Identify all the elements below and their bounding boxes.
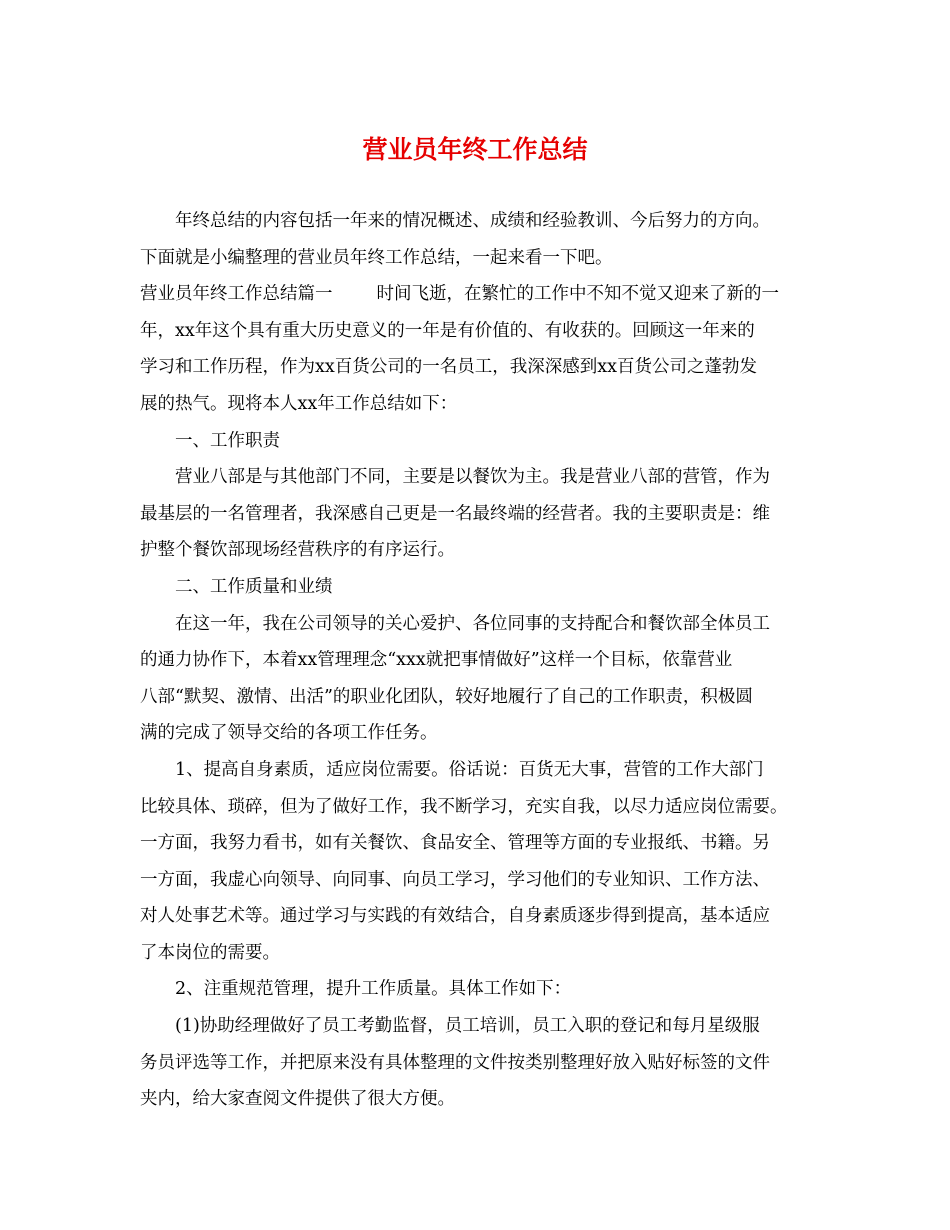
paragraph-line: 在这一年，我在公司领导的关心爱护、各位同事的支持配合和餐饮部全体员工 — [175, 613, 770, 634]
paragraph-line: 最基层的一名管理者，我深感自己更是一名最终端的经营者。我的主要职责是：维 — [140, 503, 770, 524]
paragraph-line: 时间飞逝，在繁忙的工作中不知不觉又迎来了新的一 — [376, 284, 779, 305]
paragraph-line: 学习和工作历程，作为xx百货公司的一名员工，我深深感到xx百货公司之蓬勃发 — [140, 357, 757, 378]
paragraph-line: 展的热气。现将本人xx年工作总结如下： — [140, 393, 458, 414]
subheading: 一、工作职责 — [175, 430, 280, 451]
paragraph-line: (1)协助经理做好了员工考勤监督，员工培训，员工入职的登记和每月星级服 — [175, 1016, 760, 1037]
paragraph-line: 年终总结的内容包括一年来的情况概述、成绩和经验教训、今后努力的方向。 — [175, 211, 770, 231]
paragraph-line: 营业八部是与其他部门不同，主要是以餐饮为主。我是营业八部的营管，作为 — [175, 467, 770, 488]
paragraph-line: 护整个餐饮部现场经营秩序的有序运行。 — [140, 540, 455, 561]
paragraph-line: 务员评选等工作，并把原来没有具体整理的文件按类别整理好放入贴好标签的文件 — [140, 1052, 770, 1073]
document-title: 营业员年终工作总结 — [362, 135, 588, 164]
paragraph-line: 的通力协作下，本着xx管理理念“xxx就把事情做好”这样一个目标，依靠营业 — [140, 650, 733, 671]
paragraph-line: 满的完成了领导交给的各项工作任务。 — [140, 723, 438, 744]
subheading: 二、工作质量和业绩 — [175, 576, 333, 597]
paragraph-line: 对人处事艺术等。通过学习与实践的有效结合，自身素质逐步得到提高，基本适应 — [140, 906, 770, 927]
section-heading-line — [140, 276, 820, 313]
paragraph-line: 了本岗位的需要。 — [140, 942, 280, 963]
paragraph-line: 2、注重规范管理，提升工作质量。具体工作如下： — [175, 979, 572, 1000]
document-body — [140, 203, 820, 1118]
section-heading: 营业员年终工作总结篇一 — [140, 284, 333, 305]
paragraph-line: 八部“默契、激情、出活”的职业化团队，较好地履行了自己的工作职责，积极圆 — [140, 686, 753, 707]
paragraph-line: 夹内，给大家查阅文件提供了很大方便。 — [140, 1089, 455, 1110]
paragraph-line: 1、提高自身素质，适应岗位需要。俗话说：百货无大事，营管的工作大部门 — [175, 759, 764, 780]
paragraph-line: 一方面，我努力看书，如有关餐饮、食品安全、管理等方面的专业报纸、书籍。另 — [140, 833, 770, 854]
paragraph-line: 年，xx年这个具有重大历史意义的一年是有价值的、有收获的。回顾这一年来的 — [140, 320, 755, 341]
paragraph-line: 比较具体、琐碎，但为了做好工作，我不断学习，充实自我，以尽力适应岗位需要。 — [140, 796, 788, 817]
paragraph-line: 一方面，我虚心向领导、向同事、向员工学习，学习他们的专业知识、工作方法、 — [140, 869, 770, 890]
paragraph-line: 下面就是小编整理的营业员年终工作总结，一起来看一下吧。 — [140, 247, 613, 268]
